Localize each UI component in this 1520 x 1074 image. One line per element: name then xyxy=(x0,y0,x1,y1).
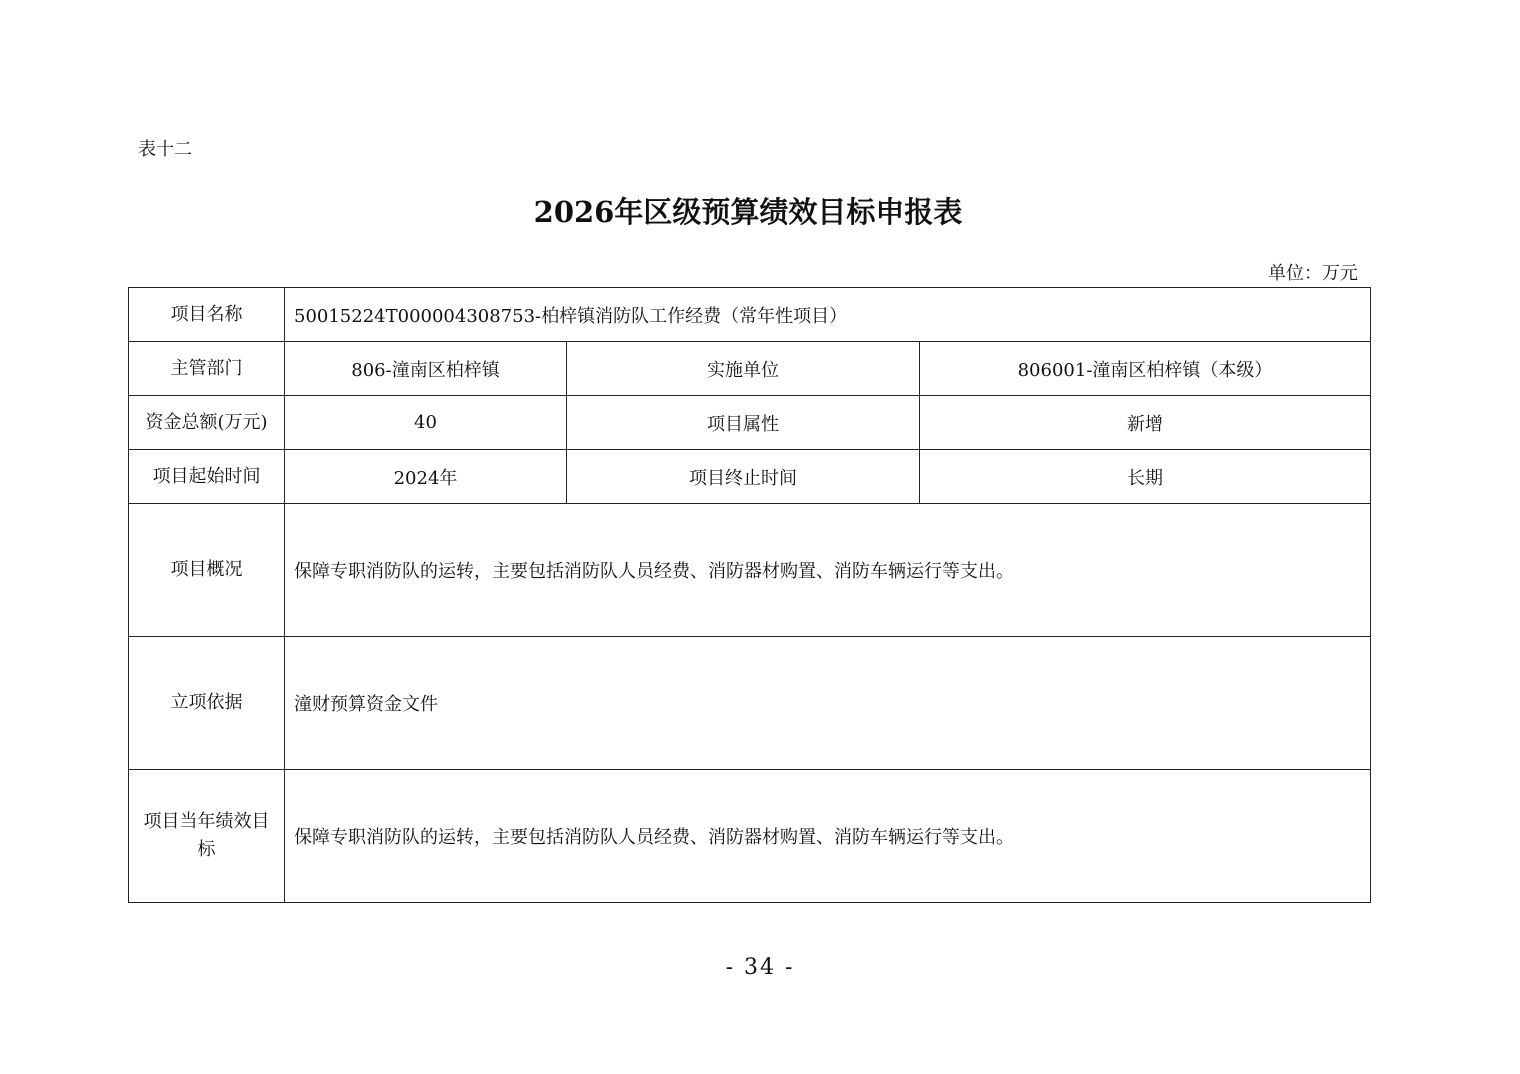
overview-value: 保障专职消防队的运转，主要包括消防队人员经费、消防器材购置、消防车辆运行等支出。 xyxy=(285,504,1371,637)
overview-label: 项目概况 xyxy=(129,504,285,637)
start-time-value: 2024年 xyxy=(285,450,567,504)
budget-form-table xyxy=(128,287,1371,903)
row-overview xyxy=(129,504,1371,637)
attribute-value: 新增 xyxy=(920,396,1371,450)
basis-label: 立项依据 xyxy=(129,637,285,770)
row-project-name xyxy=(129,288,1371,342)
project-name-label: 项目名称 xyxy=(129,288,285,342)
table-label: 表十二 xyxy=(138,139,192,160)
row-basis xyxy=(129,637,1371,770)
attribute-label: 项目属性 xyxy=(567,396,920,450)
page-number: - 34 - xyxy=(725,955,795,980)
row-goal xyxy=(129,770,1371,903)
unit-label: 单位：万元 xyxy=(1268,263,1358,284)
end-time-label: 项目终止时间 xyxy=(567,450,920,504)
end-time-value: 长期 xyxy=(920,450,1371,504)
impl-unit-value: 806001-潼南区柏梓镇（本级） xyxy=(920,342,1371,396)
page-title: 2026年区级预算绩效目标申报表 xyxy=(533,195,963,229)
row-department xyxy=(129,342,1371,396)
impl-unit-label: 实施单位 xyxy=(567,342,920,396)
start-time-label: 项目起始时间 xyxy=(129,450,285,504)
basis-value: 潼财预算资金文件 xyxy=(285,637,1371,770)
goal-value: 保障专职消防队的运转，主要包括消防队人员经费、消防器材购置、消防车辆运行等支出。 xyxy=(285,770,1371,903)
row-time xyxy=(129,450,1371,504)
total-funds-label: 资金总额(万元) xyxy=(129,396,285,450)
dept-label: 主管部门 xyxy=(129,342,285,396)
row-funds xyxy=(129,396,1371,450)
dept-value: 806-潼南区柏梓镇 xyxy=(285,342,567,396)
goal-label: 项目当年绩效目标 xyxy=(129,770,285,903)
project-name-value: 50015224T000004308753-柏梓镇消防队工作经费（常年性项目） xyxy=(285,288,1371,342)
total-funds-value: 40 xyxy=(285,396,567,450)
